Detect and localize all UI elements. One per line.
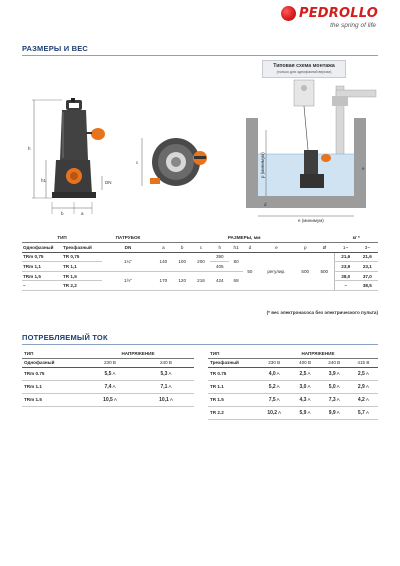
unit-label: А (169, 396, 173, 402)
dim-a-label: a (81, 211, 84, 216)
dims-col: p (296, 243, 315, 253)
current-single-col-voltage: 240 В (138, 358, 194, 367)
cell: TRm 1.5 (22, 393, 82, 406)
dims-col: Однофазный (22, 243, 62, 253)
cell: 4,2 (357, 396, 365, 403)
cell: TRm 1,5 (22, 271, 62, 281)
dims-col: Ø (315, 243, 335, 253)
cell: 5,7 (357, 409, 365, 416)
unit-label: А (365, 383, 369, 389)
dims-col: b (173, 243, 192, 253)
cell: 5,9 (299, 409, 307, 416)
cell: 37,0 (357, 271, 378, 281)
dims-col: 3~ (357, 243, 378, 253)
unit-label: А (168, 370, 172, 376)
cell: регулир. (257, 252, 296, 290)
cell: 2,5 (299, 370, 307, 377)
dim-e-min-label: e (минимум) (298, 218, 324, 223)
dims-col: Трехфазный (62, 243, 102, 253)
current-single-group-voltage: НАПРЯЖЕНИЕ (82, 349, 194, 358)
dims-col: a (154, 243, 173, 253)
cell: TR 1,1 (62, 262, 102, 272)
unit-label: А (307, 396, 311, 402)
cell: 3,0 (299, 383, 307, 390)
dims-group-weight: кг * (334, 233, 378, 243)
unit-label: А (276, 383, 280, 389)
cell: TR 2.2 (208, 406, 258, 419)
cell: 200 (192, 252, 211, 271)
current-section-title: ПОТРЕБЛЯЕМЫЙ ТОК (22, 333, 108, 342)
cell: 7,4 (104, 383, 112, 390)
dim-h-label: h (28, 146, 31, 151)
current-rule (22, 344, 378, 345)
unit-label: А (113, 396, 117, 402)
weight-note: (* вес электронасоса без электрического пульта) (266, 310, 378, 315)
cell: TRm 0.75 (22, 367, 82, 380)
table-row (208, 380, 378, 393)
cell: 4,0 (268, 370, 276, 377)
page-header (0, 0, 400, 38)
dimensions-table (22, 233, 378, 291)
pump-front-drawing (22, 98, 122, 220)
cell: TR 2,2 (62, 281, 102, 291)
dimensions-section-title: РАЗМЕРЫ И ВЕС (22, 44, 89, 53)
current-three-phase-table (208, 349, 378, 420)
cell: 21,6 (334, 252, 356, 262)
cell: 23,9 (334, 262, 356, 272)
brand-tagline: the spring of life (330, 22, 376, 29)
cell: 4,3 (299, 396, 307, 403)
table-row (208, 393, 378, 406)
table-row (22, 380, 194, 393)
unit-label: А (307, 383, 311, 389)
cell: 1¼" (102, 252, 154, 271)
unit-label: А (276, 396, 280, 402)
dim-p-min-label: p (минимум) (260, 152, 265, 178)
logo-ball-icon (281, 6, 296, 21)
cell: 7,1 (160, 383, 168, 390)
unit-label: А (365, 396, 369, 402)
unit-label: А (336, 409, 340, 415)
cell: 424 (210, 271, 229, 290)
unit-label: А (365, 409, 369, 415)
dim-h1-label: h1 (41, 178, 47, 183)
cell: 7,3 (328, 396, 336, 403)
current-three-group-voltage: НАПРЯЖЕНИЕ (258, 349, 378, 358)
cell: 3,9 (328, 370, 336, 377)
unit-label: А (307, 370, 311, 376)
current-three-group-type: ТИП (208, 349, 258, 358)
dims-group-sizes: РАЗМЕРЫ, мм (154, 233, 334, 243)
cell: TRm 1,1 (22, 262, 62, 272)
cell: 500 (296, 252, 315, 290)
cell: 38,5 (357, 281, 378, 291)
table-row (208, 367, 378, 380)
cell: 50 (243, 252, 257, 290)
unit-label: А (276, 370, 280, 376)
dims-col: 1~ (334, 243, 356, 253)
unit-label: А (307, 409, 311, 415)
brand-logo (281, 6, 378, 29)
cell: 170 (154, 271, 173, 290)
unit-label: А (336, 370, 340, 376)
current-three-col-voltage: 415 В (349, 358, 378, 367)
dim-d-label: d (264, 202, 267, 207)
current-three-col-voltage: 230 В (258, 358, 290, 367)
cell: 5,5 (104, 370, 112, 377)
cell: TRm 0,75 (22, 252, 62, 262)
cell: TR 1.1 (208, 380, 258, 393)
cell: 120 (173, 271, 192, 290)
cell: 500 (315, 252, 335, 290)
cell: TR 0.75 (208, 367, 258, 380)
cell: 10,5 (103, 396, 113, 403)
cell: 10,1 (159, 396, 169, 403)
current-three-col-type: Трехфазный (208, 358, 258, 367)
install-subtitle: (только для однофазной версии) (276, 70, 332, 74)
cell: TR 1,5 (62, 271, 102, 281)
dims-col: h (210, 243, 229, 253)
dimensions-rule (22, 55, 378, 56)
cell: 216 (192, 271, 211, 290)
cell: 21,6 (357, 252, 378, 262)
pump-top-drawing (136, 130, 226, 210)
table-row (22, 252, 378, 262)
cell: 80 (229, 252, 243, 271)
dim-c-label: c (136, 160, 139, 165)
cell: 68 (229, 271, 243, 290)
dims-header-row (22, 243, 378, 253)
dims-col: e (257, 243, 296, 253)
current-single-group-type: ТИП (22, 349, 82, 358)
cell: – (22, 281, 62, 291)
brand-name: PEDROLLO (298, 6, 378, 21)
cell: 10,2 (267, 409, 278, 416)
current-single-col-type: Однофазный (22, 358, 82, 367)
cell: 7,5 (268, 396, 276, 403)
cell: 9,9 (328, 409, 336, 416)
cell: TR 0,75 (62, 252, 102, 262)
current-three-col-voltage: 400 В (290, 358, 319, 367)
dims-col: c (192, 243, 211, 253)
cell: 405 (210, 262, 229, 272)
cell: 5,0 (328, 383, 336, 390)
dims-group-port: ПАТРУБОК (102, 233, 154, 243)
current-single-col-voltage: 230 В (82, 358, 138, 367)
dims-group-type: ТИП (22, 233, 102, 243)
install-caption (262, 60, 346, 78)
cell: 5,3 (160, 370, 168, 377)
table-row (208, 406, 378, 419)
cell: 140 (154, 252, 173, 271)
dims-col: d (243, 243, 257, 253)
dims-col: h1 (229, 243, 243, 253)
cell: 390 (210, 252, 229, 262)
unit-label: А (168, 383, 172, 389)
install-title: Типовая схема монтажа (273, 63, 335, 69)
unit-label: А (336, 396, 340, 402)
cell: 2,5 (357, 370, 365, 377)
current-single-phase-table (22, 349, 194, 407)
dim-b-label: b (61, 211, 64, 216)
unit-label: А (112, 370, 116, 376)
dim-e-label: e (362, 166, 365, 171)
cell: 100 (173, 252, 192, 271)
cell: TR 1.5 (208, 393, 258, 406)
cell: 2,9 (357, 383, 365, 390)
dim-dn-label: DN (105, 180, 112, 185)
cell: TRm 1.1 (22, 380, 82, 393)
unit-label: А (336, 383, 340, 389)
unit-label: А (365, 370, 369, 376)
current-three-col-voltage: 240 В (320, 358, 349, 367)
installation-drawing (236, 78, 386, 228)
cell: 23,1 (357, 262, 378, 272)
cell: 1½" (102, 271, 154, 290)
cell: 38,0 (334, 271, 356, 281)
unit-label: А (278, 409, 282, 415)
table-row (22, 393, 194, 406)
dims-col: DN (102, 243, 154, 253)
cell: – (334, 281, 356, 291)
cell: 5,2 (268, 383, 276, 390)
unit-label: А (112, 383, 116, 389)
table-row (22, 367, 194, 380)
